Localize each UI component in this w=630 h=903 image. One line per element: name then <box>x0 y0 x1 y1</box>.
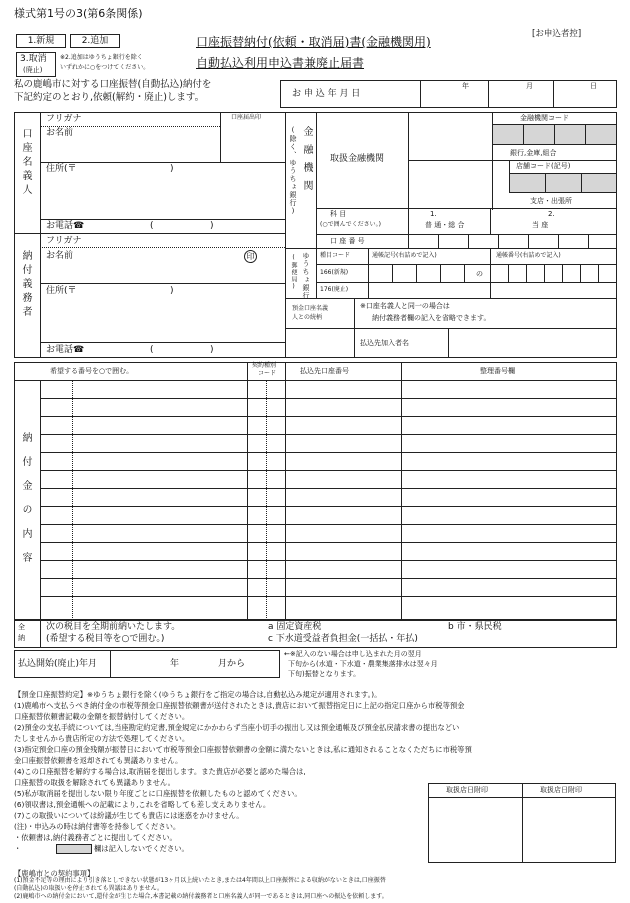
col-account-header: 払込先口座番号 <box>300 367 349 375</box>
payer-phone-paren-close: ) <box>210 345 214 355</box>
agreement-item-1a: (1)鹿嶋市へ支払うべき納付金の市税等預金口座振替依頼書が送付されたときは,貴店において振替指定日に上記の指定口座から市税等預金 <box>14 701 465 710</box>
add-note-line2: いずれかに○をつけてください。 <box>60 64 150 71</box>
payment-content-vertical: 納付金の内容 <box>20 432 31 576</box>
start-note-2: 下旬から(水道・下水道・農業集落排水は翌々月 <box>288 660 438 668</box>
start-year: 年 <box>170 659 180 669</box>
agreement-item-4a: (4)この口座振替を解約する場合は,取消届を提出します。また貴店が必要と認めた場合は, <box>14 767 306 776</box>
seal-mark-icon: 印 <box>244 250 257 263</box>
agreement-note-2: ・依頼書は,納付義務者ごとに提出してください。 <box>14 833 177 842</box>
add-note-line1: ※2.追加はゆうちょ銀行を除く <box>60 54 143 61</box>
option-resident-tax: b 市・県民税 <box>448 622 502 632</box>
payer-phone-paren-open: ( <box>150 345 154 355</box>
payer-address-close: ) <box>170 286 174 296</box>
start-month: 月から <box>218 659 246 669</box>
same-person-note-1: ※口座名義人と同一の場合は <box>360 302 450 310</box>
agreement-note-1: (注)・申込みの時は納付書等を持参してください。 <box>14 822 181 831</box>
intro-line1: 私の鹿嶋市に対する口座振替(自動払込)納付を <box>14 79 212 90</box>
agreement-item-1b: 口座振替依頼書記載の金額を振替納付してください。 <box>14 712 190 721</box>
branch-types: 支店・出張所 <box>530 197 572 205</box>
registered-seal-label: 口座届出印 <box>231 114 262 121</box>
subject-option2-number: 2. <box>548 210 555 218</box>
type-code-cancel: 176(廃止) <box>320 286 349 293</box>
agreement-item-6: (6)領収書は,預金通帳への記載により,これを省略しても差し支えありません。 <box>14 800 271 809</box>
cancel-sublabel: (廃止) <box>23 66 43 74</box>
form-number: 様式第1号の3(第6条関係) <box>14 7 143 20</box>
relation-label-line2: 人との続柄 <box>292 314 323 321</box>
option-sewer-charge: c 下水道受益者負担金(一括払・年払) <box>268 634 418 644</box>
agreement-note-3: 欄は記入しないでください。 <box>94 844 189 853</box>
cancel-label: 3.取消 <box>20 54 47 64</box>
date-month: 月 <box>526 82 533 90</box>
full-payment-label-1: 全 <box>18 623 25 631</box>
holder-name-label: お名前 <box>46 128 74 138</box>
holder-address-close: ) <box>170 164 174 174</box>
holder-phone-paren-open: ( <box>150 221 154 231</box>
gray-field-sample <box>56 844 92 854</box>
add-option-box[interactable]: 2.追加 <box>70 34 120 48</box>
date-day: 日 <box>590 82 597 90</box>
payer-vertical: 納付義務者 <box>20 250 31 320</box>
financial-institution-vertical-note: (除く、ゆうちょ銀行) <box>289 126 297 216</box>
intro-line2: 下記約定のとおり,依頼(解約・廃止)します。 <box>14 92 205 103</box>
agreement-item-5: (5)私が取消届を提出しない限り年度ごとに口座振替を依頼したものと認めてください。 <box>14 789 302 798</box>
yucho-vertical: ゆうちょ銀行 <box>302 252 310 300</box>
holder-phone-label: お電話☎ <box>46 221 85 231</box>
full-payment-line2: (希望する税目等を○で囲む。) <box>46 634 165 644</box>
payer-furigana-label: フリガナ <box>46 236 82 246</box>
stamp-col2-label: 取扱店日附印 <box>540 786 582 794</box>
agreement-item-3a: (3)指定預金口座の預金残額が振替日において市税等預金口座振替依頼書の金額に満たないときは,私に通知されることなくただちに市税等預 <box>14 745 472 754</box>
agreement-item-4b: 口座振替の取扱を解除されても異議ありません。 <box>14 778 175 787</box>
type-code-new: 166(新規) <box>320 269 349 276</box>
subject-note: (○で囲んでください。) <box>320 221 381 228</box>
agreement-item-2b: たしませんから貴店所定の方法で処理してください。 <box>14 734 190 743</box>
bank-types: 銀行,金庫,組合 <box>510 149 557 157</box>
branch-code-label: 店舗コード(記号) <box>516 162 571 170</box>
holder-furigana-label: フリガナ <box>46 114 82 124</box>
form-subtitle: 自動払込利用申込書兼廃止届書 <box>196 56 365 70</box>
col-contract-code-header-2: コード <box>258 370 277 377</box>
kashima-contract-title: 【鹿嶋市との契約事項】 <box>14 869 95 878</box>
payer-phone-label: お電話☎ <box>46 345 85 355</box>
full-payment-label-2: 納 <box>18 634 25 642</box>
kashima-item-2: (2)鹿嶋市への納付金において,還付金が生じた場合,本書記載の納付義務者と口座名義人が同一であるときは,同口座への振込を依頼します。 <box>14 893 388 900</box>
account-holder-vertical: 口座名義人 <box>20 128 31 198</box>
subject-option1-number: 1. <box>430 210 437 218</box>
kashima-item-1a: (1)預金不足等の理由により引き落としできない状態が13ヶ月以上続いたとき,または4年間以上口座振替による収納がないときは,口座振替 <box>14 877 386 884</box>
subscriber-name-label: 払込先加入者名 <box>360 339 409 347</box>
full-payment-line1: 次の税目を全期前納いたします。 <box>46 622 181 632</box>
agreement-title: 【預金口座振替約定】※ゆうちょ銀行を除く(ゆうちょ銀行をご指定の場合は,自動払込み規定が適用されます。)。 <box>14 690 382 699</box>
date-year: 年 <box>462 82 469 90</box>
col-contract-code-header-1: 契約種別 <box>252 362 277 369</box>
payer-name-label: お名前 <box>46 251 74 261</box>
passbook-number-label: 通帳番号(右詰めで記入) <box>496 252 561 259</box>
option-fixed-asset-tax: a 固定資産税 <box>268 622 322 632</box>
payer-address-label: 住所(〒 <box>46 286 77 296</box>
bank-code-label: 金融機関コード <box>520 114 569 122</box>
start-date-label: 払込開始(廃止)年月 <box>18 659 98 669</box>
agreement-item-7: (7)この取扱いについては紛議が生じても貴店には迷惑をかけません。 <box>14 811 244 820</box>
kashima-item-1b: (自動払込)の取扱いを停止されても異議はありません。 <box>14 885 164 892</box>
application-date-label: お 申 込 年 月 日 <box>292 89 361 99</box>
subject-option1: 普 通・総 合 <box>425 221 465 229</box>
holder-address-label: 住所(〒 <box>46 164 77 174</box>
agreement-note-3-prefix: ・ <box>14 844 22 853</box>
passbook-separator: の <box>476 270 483 278</box>
applicant-copy-label: [お申込者控] <box>532 29 582 39</box>
new-option-box[interactable]: 1.新規 <box>16 34 66 48</box>
institution-label: 取扱金融機関 <box>330 154 385 164</box>
passbook-code-label: 通帳記号(右詰めで記入) <box>372 252 437 259</box>
financial-institution-vertical: 金融機関 <box>301 126 312 198</box>
type-code-label: 種目コード <box>320 252 351 259</box>
subject-option2: 当 座 <box>532 221 549 229</box>
holder-phone-paren-close: ) <box>210 221 214 231</box>
subject-label: 科 目 <box>330 210 347 218</box>
agreement-item-3b: 金口座振替依頼書を返却されても異議ありません。 <box>14 756 183 765</box>
col-number-header: 希望する番号を○で囲む。 <box>50 367 134 375</box>
payment-content-table <box>14 362 617 620</box>
agreement-item-2a: (2)預金の支払手続については,当座勘定約定書,預金規定にかかわらず当座小切手の振出し又は預金通帳及び預金払戻請求書の提出などい <box>14 723 460 732</box>
col-ref-header: 整理番号欄 <box>480 367 515 375</box>
yucho-vertical-note: (郵便局) <box>290 254 297 291</box>
start-note-1: ←※記入のない場合は申し込まれた月の翌月 <box>284 650 422 658</box>
account-number-label: 口 座 番 号 <box>330 237 365 245</box>
stamp-col1-label: 取扱店日附印 <box>446 786 488 794</box>
same-person-note-2: 納付義務者欄の記入を省略できます。 <box>372 314 491 322</box>
form-title: 口座振替納付(依頼・取消届)書(金融機関用) <box>196 35 431 49</box>
start-note-3: 下旬)振替となります。 <box>288 670 361 678</box>
relation-label-line1: 預金口座名義 <box>292 305 329 312</box>
